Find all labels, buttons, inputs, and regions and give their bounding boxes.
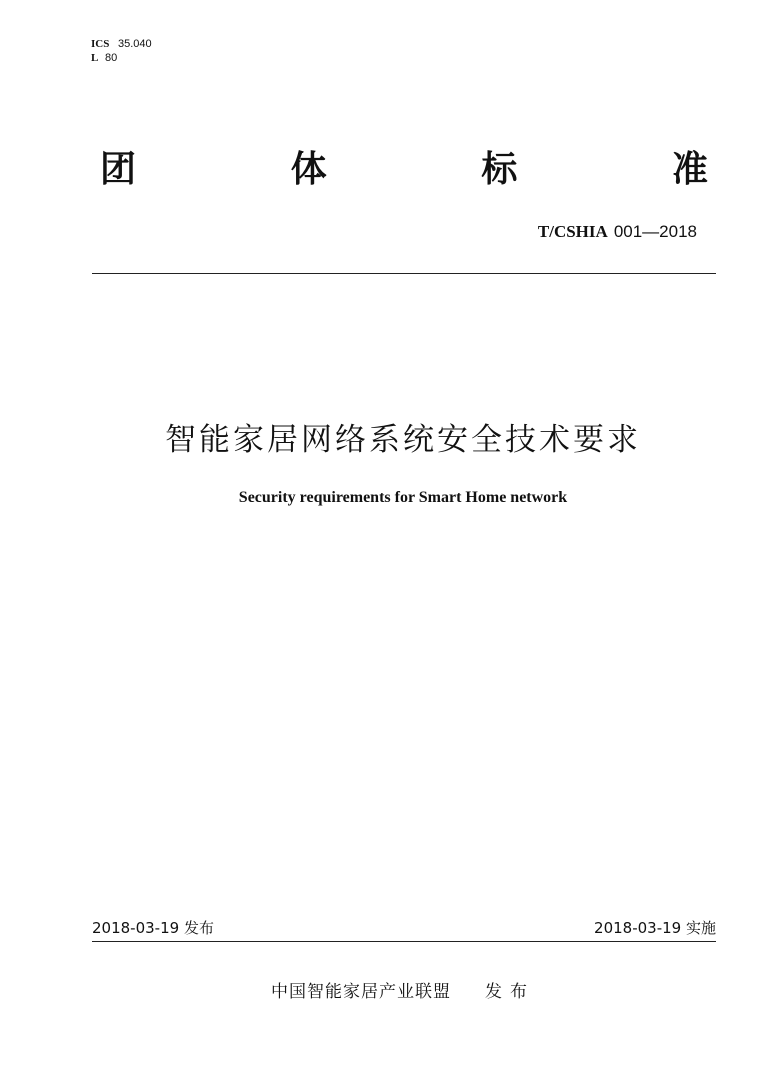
- standard-number: [538, 221, 697, 243]
- bottom-divider: [92, 941, 716, 942]
- publisher-action: 发布: [485, 982, 535, 1002]
- standard-type-char: 准: [671, 149, 708, 190]
- standard-type-heading: [100, 148, 708, 192]
- standard-type-char: 团: [100, 149, 137, 190]
- classification-codes: [91, 37, 152, 65]
- document-title-chinese: 智能家居网络系统安全技术要求: [165, 422, 641, 458]
- standard-number-value: 001—2018: [613, 222, 697, 241]
- publisher-organization: 中国智能家居产业联盟: [271, 982, 451, 1002]
- document-title-english: Security requirements for Smart Home network: [238, 489, 568, 506]
- standard-type-char: 标: [481, 149, 518, 190]
- ccs-row: [91, 51, 152, 65]
- ics-label: ICS: [91, 38, 110, 50]
- publisher-line: [0, 979, 771, 1005]
- implementation-date: 2018-03-19 实施: [594, 919, 716, 937]
- date-row: [92, 916, 716, 940]
- top-divider: [92, 273, 716, 274]
- ics-value: 35.040: [118, 38, 152, 50]
- issue-date: 2018-03-19 发布: [92, 919, 214, 937]
- ccs-value: 80: [105, 52, 118, 64]
- standard-type-char: 体: [290, 149, 327, 190]
- ics-row: [91, 37, 152, 51]
- standard-number-prefix: T/CSHIA: [537, 222, 608, 241]
- ccs-label: L: [91, 52, 99, 64]
